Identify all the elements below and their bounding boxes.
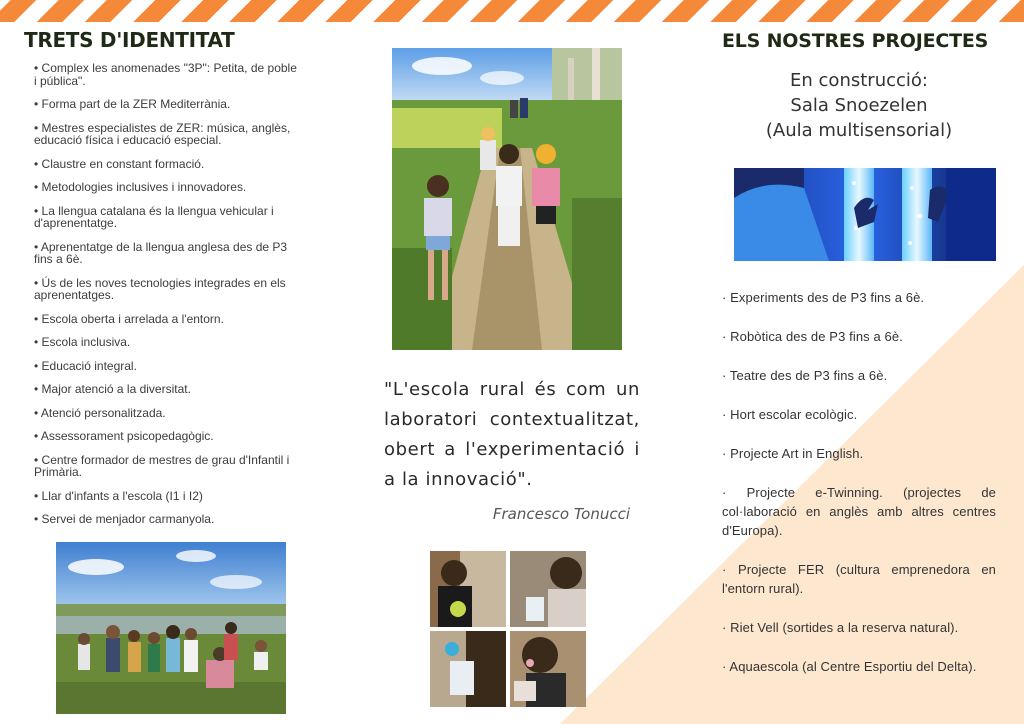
list-item: • La llengua catalana és la llengua vehicular i d'aprenentatge.	[34, 203, 274, 230]
list-item: • Centre formador de mestres de grau d'Infantil i Primària.	[34, 452, 290, 479]
list-item: · Projecte Art in English.	[722, 446, 864, 461]
list-item: • Metodologies inclusives i innovadores.	[34, 180, 247, 194]
list-item: • Aprenentatge de la llengua anglesa des de P3 fins a 6è.	[34, 239, 288, 266]
identity-column	[24, 28, 299, 537]
list-item: • Ús de les noves tecnologies integrades en els aprenentatges.	[34, 275, 286, 302]
list-item: • Assessorament psicopedagògic.	[34, 429, 214, 443]
identity-list	[24, 62, 299, 526]
list-item: • Complex les anomenades "3P": Petita, de poble i pública".	[34, 61, 297, 88]
list-item: · Experiments des de P3 fins a 6è.	[722, 290, 925, 305]
list-item: · Projecte e-Twinning. (projectes de col·laboració en anglès amb altres centres d'Europa).	[722, 485, 996, 538]
list-item: · Aquaescola (al Centre Esportiu del Delta).	[722, 659, 977, 674]
identity-title: TRETS D'IDENTITAT	[24, 28, 235, 52]
projects-title: ELS NOSTRES PROJECTES	[722, 30, 989, 52]
list-item: · Riet Vell (sortides a la reserva natural).	[722, 620, 959, 635]
experiments-collage	[430, 551, 586, 707]
projects-column	[722, 30, 996, 143]
construction-room-name: Sala Snoezelen	[790, 95, 928, 116]
list-item: • Servei de menjador carmanyola.	[34, 512, 215, 526]
under-construction-block	[722, 68, 996, 143]
multisensory-room-photo	[734, 168, 996, 261]
list-item: • Major atenció a la diversitat.	[34, 382, 191, 396]
list-item: • Atenció personalitzada.	[34, 405, 166, 420]
list-item: • Claustre en constant formació.	[34, 156, 205, 171]
list-item: • Mestres especialistes de ZER: música, anglès, educació física i educació especial.	[34, 120, 291, 147]
list-item: · Robòtica des de P3 fins a 6è.	[722, 329, 903, 344]
children-riverside-photo	[56, 542, 286, 714]
children-path-photo	[392, 48, 622, 350]
rural-school-quote: "L'escola rural és com un laboratori contextualitzat, obert a l'experimentació i a la innovació".	[384, 379, 640, 490]
list-item: • Forma part de la ZER Mediterrània.	[34, 97, 231, 111]
list-item: · Projecte FER (cultura emprenedora en l'entorn rural).	[722, 562, 996, 596]
list-item: • Escola oberta i arrelada a l'entorn.	[34, 311, 224, 326]
construction-room-description: (Aula multisensorial)	[765, 120, 953, 141]
list-item: · Teatre des de P3 fins a 6è.	[722, 368, 888, 383]
list-item: • Escola inclusiva.	[34, 335, 131, 349]
list-item: • Llar d'infants a l'escola (I1 i I2)	[34, 488, 203, 503]
striped-top-border	[0, 0, 1024, 22]
projects-list	[722, 288, 996, 696]
quote-author: Francesco Tonucci	[492, 505, 630, 523]
construction-label: En construcció:	[790, 70, 928, 91]
list-item: · Hort escolar ecològic.	[722, 407, 858, 422]
list-item: • Educació integral.	[34, 358, 137, 373]
